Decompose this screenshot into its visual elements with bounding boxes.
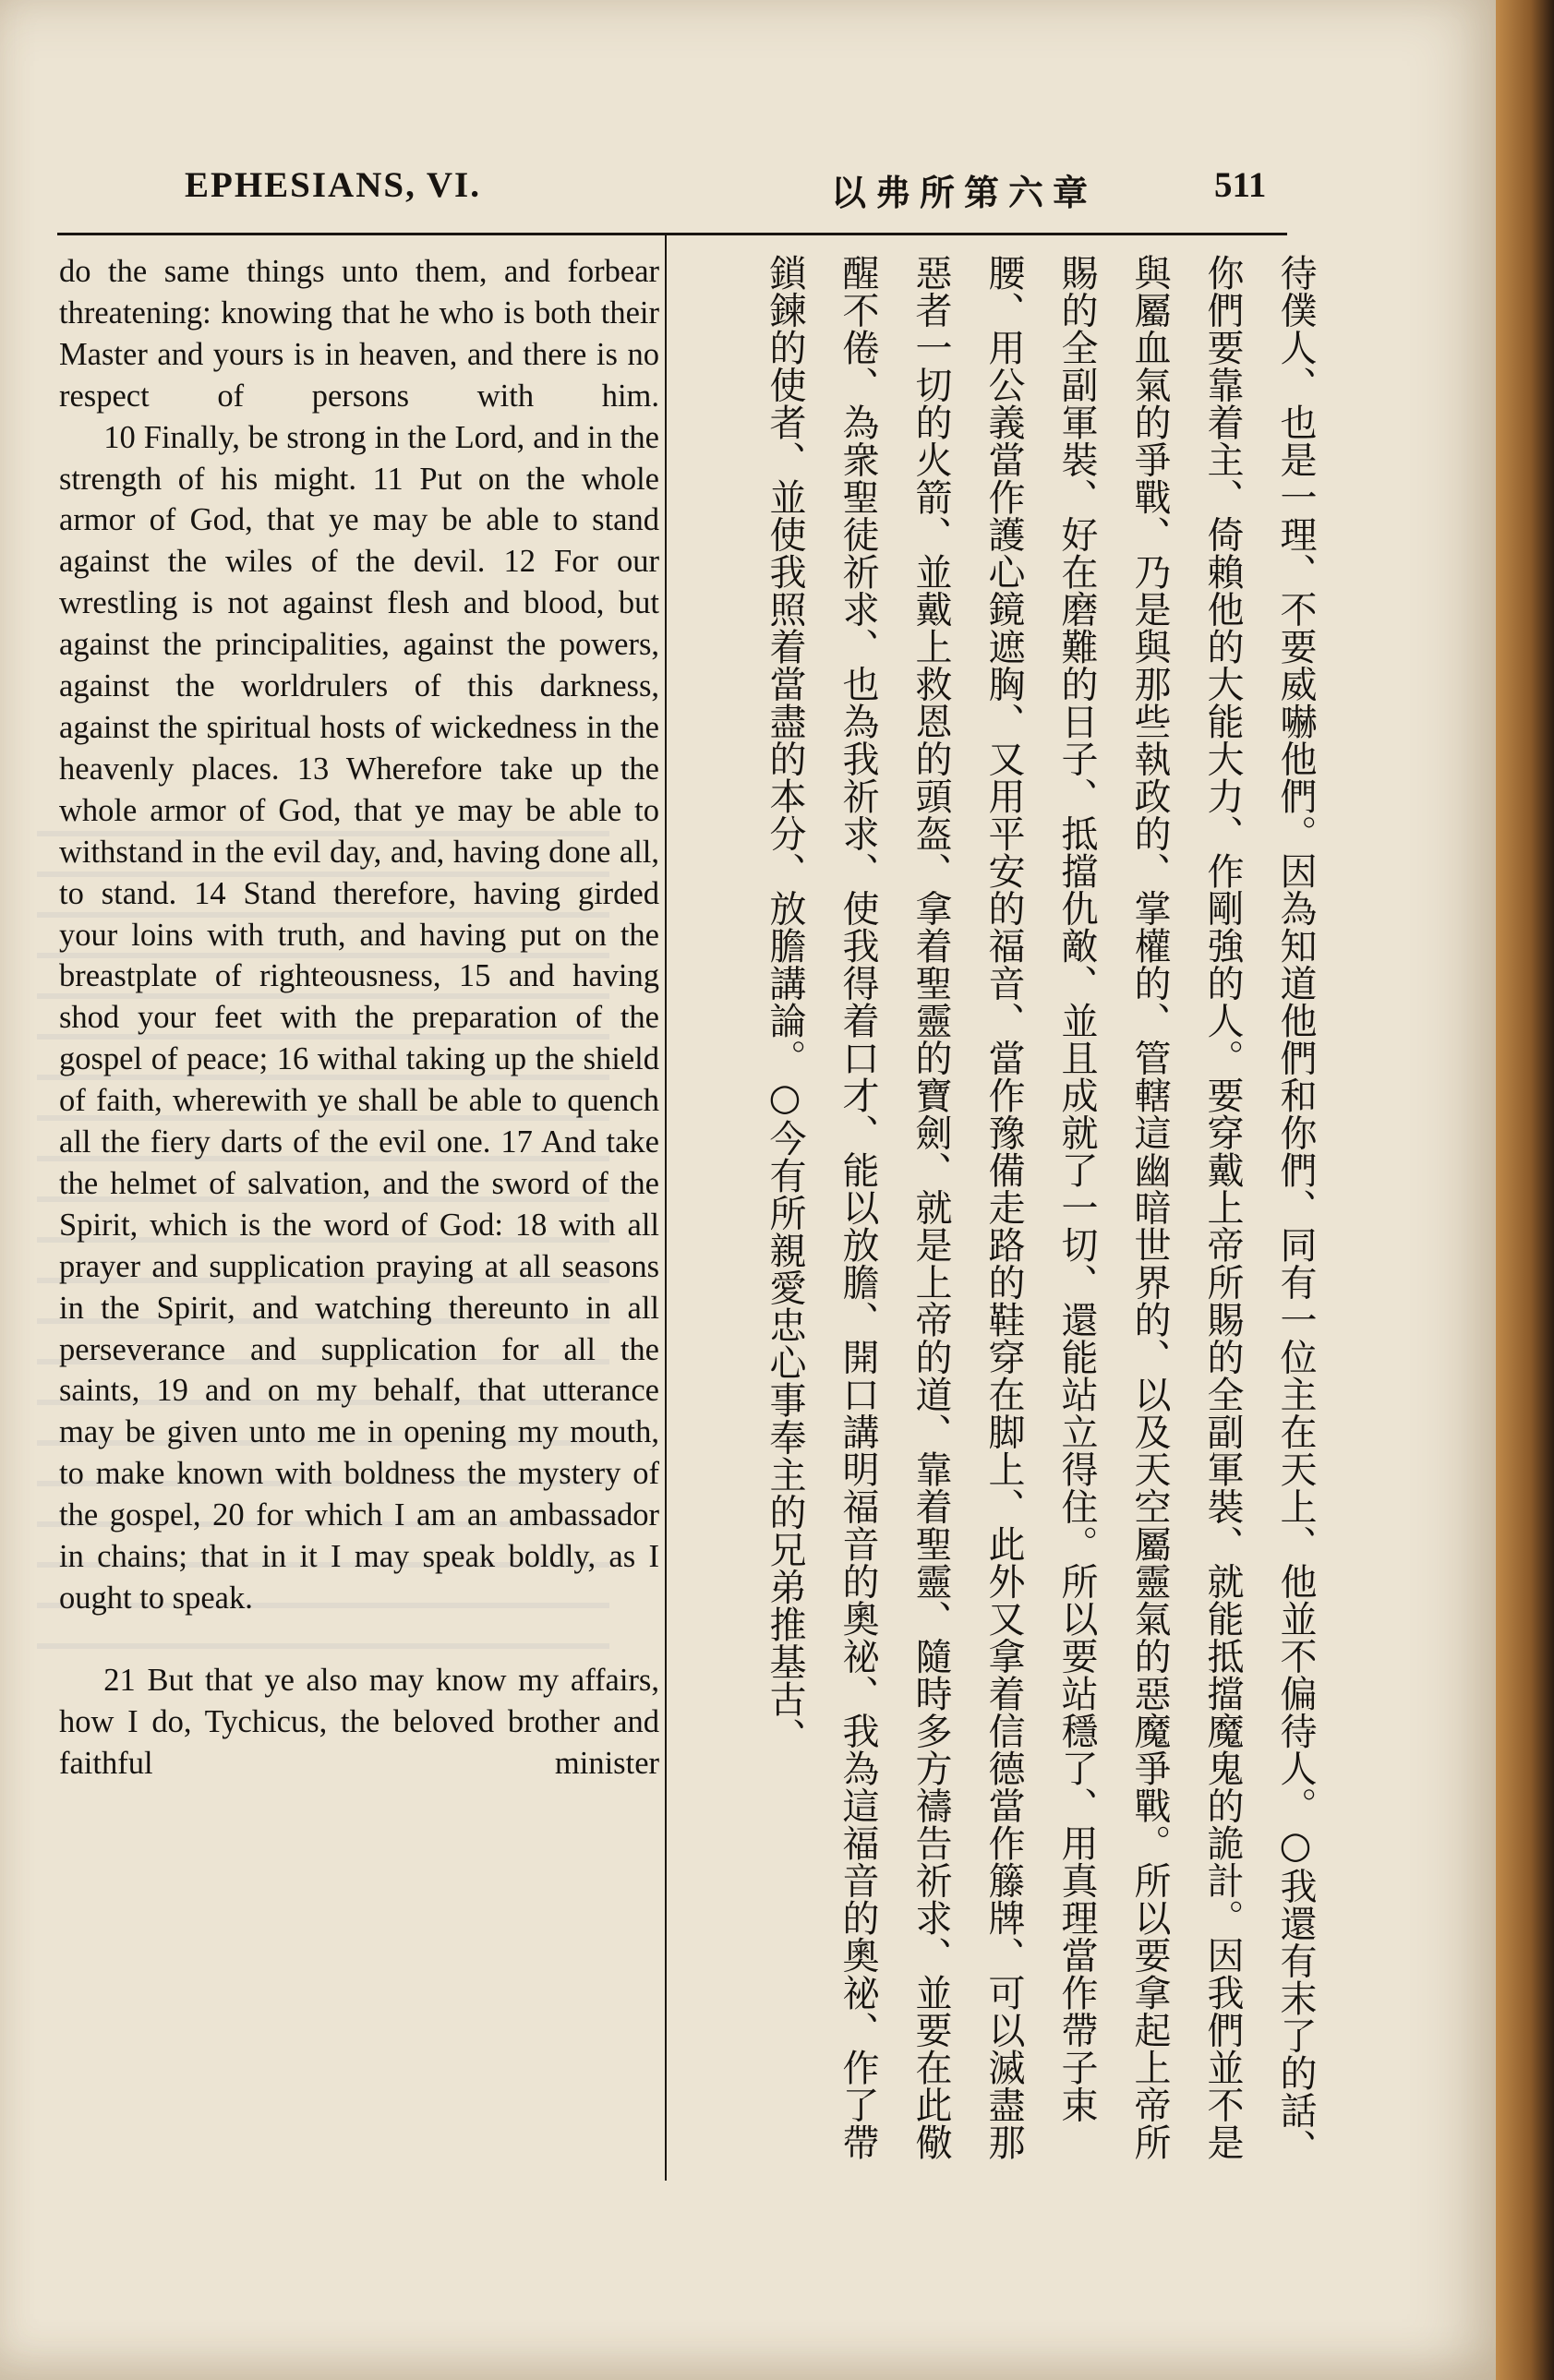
- chinese-chapter-title: 以弗所第六章: [831, 173, 1098, 213]
- page-header: [55, 164, 1283, 229]
- english-paragraph-1: do the same things unto them, and forbear threatening: knowing that he who is both their Master and yours is in heaven, and there is no respect of persons with him.: [59, 254, 659, 414]
- english-paragraph-3: 21 But that ye also may know my affairs, how I do, Tychicus, the beloved brother and faithful minister: [59, 1662, 659, 1781]
- english-paragraph-2: 10 Finally, be strong in the Lord, and in the strength of his might. 11 Put on the whole armor of God, that ye may be able to stand against the wiles of the devil. 12 For our wrestling is not against flesh and blood, but against the principalities, against the powers, against the worldrulers of this darkness, against the spiritual hosts of wickedness in the heavenly places. 13 Wherefore take up the whole armor of God, that ye may be able to withstand in the evil day, and, having done all, to stand. 14 Stand therefore, having girded your loins with truth, and having put on the breastplate of righteousness, 15 and having shod your feet with the preparation of the gospel of peace; 16 withal taking up the shield of faith, wherewith ye shall be able to quench all the fiery darts of the evil one. 17 And take the helmet of salvation, and the sword of the Spirit, which is the word of God: 18 with all prayer and supplication praying at all seasons in the Spirit, and watching thereunto in all perseverance and supplication for all the saints, 19 and on my behalf, that utterance may be given unto me in opening my mouth, to make known with boldness the mystery of the gospel, 20 for which I am an ambassador in chains; that in it I may speak boldly, as I ought to speak.: [59, 419, 659, 1616]
- english-column: [59, 251, 659, 1785]
- header-rule: [57, 233, 1287, 235]
- chinese-column: 待僕人、也是一理、不要威嚇他們。因為知道他們和你們、同有一位主在天上、他並不偏待人。○我還有末了的話、你們要靠着主、倚賴他的大能大力、作剛強的人。要穿戴上帝所賜的全副軍裝、就能抵擋魔鬼的詭計。因我們並不是與屬血氣的爭戰、乃是與那些執政的、掌權的、管轄這幽暗世界的、以及天空屬靈氣的惡魔爭戰。所以要拿起上帝所賜的全副軍裝、好在磨難的日子、抵擋仇敵、並且成就了一切、還能站立得住。所以要站穩了、用真理當作帶子束腰、用公義當作護心鏡遮胸、又用平安的福音、當作豫備走路的鞋穿在脚上、此外又拿着信德當作籐牌、可以滅盡那惡者一切的火箭、並戴上救恩的頭盔、拿着聖靈的寶劍、就是上帝的道、靠着聖靈、隨時多方禱告祈求、並要在此儆醒不倦、為衆聖徒祈求、也為我祈求、使我得着口才、能以放膽、開口講明福音的奧祕、我為這福音的奧祕、作了帶鎖鍊的使者、並使我照着當盡的本分、放膽講論。○今有所親愛忠心事奉主的兄弟推基古、: [764, 254, 1317, 2167]
- book-page-edge: [1496, 0, 1554, 2380]
- column-divider: [665, 233, 667, 2181]
- page-number: 511: [1214, 165, 1267, 205]
- book-chapter-title: EPHESIANS, VI.: [185, 165, 481, 205]
